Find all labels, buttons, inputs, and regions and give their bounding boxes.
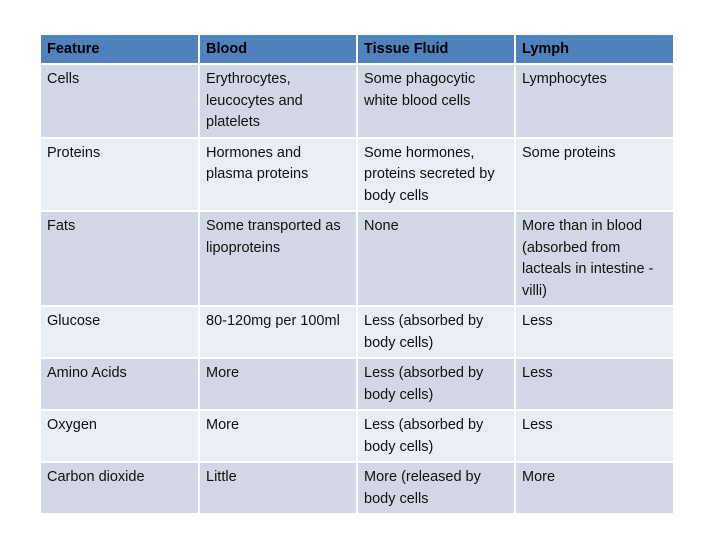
header-row — [41, 35, 673, 63]
row-blood-cell: Some transported as lipoproteins — [200, 212, 356, 305]
row-lymph-cell: More than in blood (absorbed from lacteals in intestine -villi) — [516, 212, 673, 305]
row-blood-cell: 80-120mg per 100ml — [200, 307, 356, 357]
table-row — [41, 65, 673, 137]
row-tissue-fluid-cell: Less (absorbed by body cells) — [358, 307, 514, 357]
row-tissue-fluid-cell: Less (absorbed by body cells) — [358, 411, 514, 461]
row-blood-cell: Erythrocytes, leucocytes and platelets — [200, 65, 356, 137]
table-row — [41, 212, 673, 305]
row-feature-cell: Carbon dioxide — [41, 463, 198, 513]
header-tissue-fluid: Tissue Fluid — [358, 35, 514, 63]
table-row — [41, 307, 673, 357]
comparison-table — [39, 33, 675, 515]
row-tissue-fluid-cell: More (released by body cells — [358, 463, 514, 513]
table-row — [41, 411, 673, 461]
row-blood-cell: Little — [200, 463, 356, 513]
row-tissue-fluid-cell: Some phagocytic white blood cells — [358, 65, 514, 137]
row-blood-cell: More — [200, 359, 356, 409]
row-lymph-cell: Some proteins — [516, 139, 673, 211]
row-feature-cell: Proteins — [41, 139, 198, 211]
header-feature: Feature — [41, 35, 198, 63]
row-tissue-fluid-cell: Some hormones, proteins secreted by body cells — [358, 139, 514, 211]
row-lymph-cell: Less — [516, 411, 673, 461]
table-body — [41, 65, 673, 513]
row-lymph-cell: Lymphocytes — [516, 65, 673, 137]
row-tissue-fluid-cell: None — [358, 212, 514, 305]
table-row — [41, 463, 673, 513]
row-feature-cell: Fats — [41, 212, 198, 305]
table-header — [41, 35, 673, 63]
row-feature-cell: Cells — [41, 65, 198, 137]
comparison-table-container — [39, 33, 669, 515]
header-blood: Blood — [200, 35, 356, 63]
table-row — [41, 359, 673, 409]
row-lymph-cell: More — [516, 463, 673, 513]
row-feature-cell: Amino Acids — [41, 359, 198, 409]
row-blood-cell: Hormones and plasma proteins — [200, 139, 356, 211]
row-lymph-cell: Less — [516, 307, 673, 357]
header-lymph: Lymph — [516, 35, 673, 63]
row-lymph-cell: Less — [516, 359, 673, 409]
row-feature-cell: Glucose — [41, 307, 198, 357]
row-feature-cell: Oxygen — [41, 411, 198, 461]
row-blood-cell: More — [200, 411, 356, 461]
row-tissue-fluid-cell: Less (absorbed by body cells) — [358, 359, 514, 409]
table-row — [41, 139, 673, 211]
